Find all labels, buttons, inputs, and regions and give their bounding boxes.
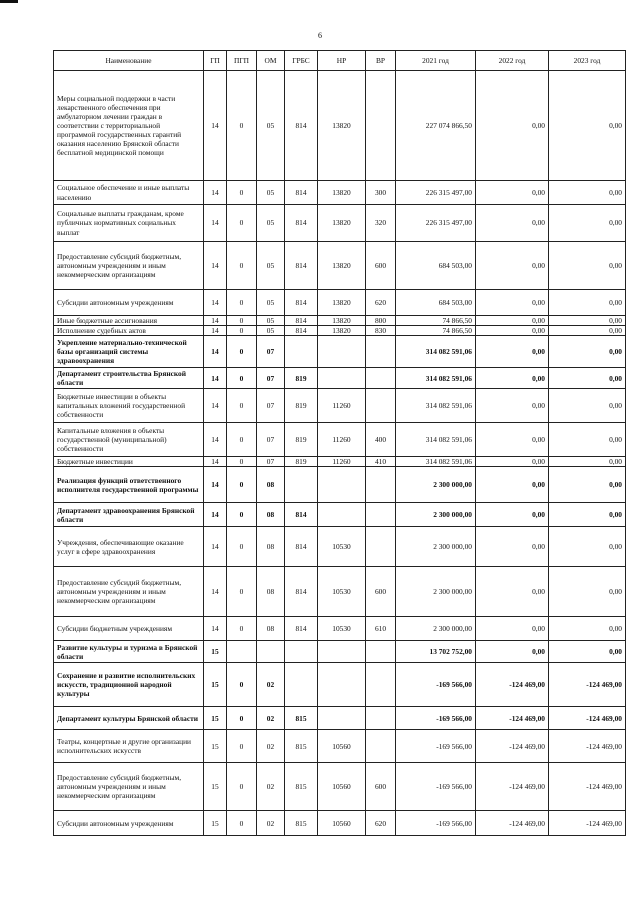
cell-y2023: 0,00 xyxy=(549,467,626,503)
cell-y2021: 226 315 497,00 xyxy=(396,205,476,242)
cell-y2021: 314 082 591,06 xyxy=(396,368,476,389)
cell-gp: 15 xyxy=(204,811,227,836)
cell-y2023: 0,00 xyxy=(549,316,626,326)
cell-vr xyxy=(366,527,396,567)
cell-vr: 600 xyxy=(366,567,396,617)
table-row xyxy=(54,71,626,181)
cell-pgp: 0 xyxy=(227,181,257,205)
cell-name: Бюджетные инвестиции xyxy=(54,457,204,467)
cell-om: 05 xyxy=(257,242,285,290)
cell-y2022: -124 469,00 xyxy=(476,707,549,730)
cell-y2023: 0,00 xyxy=(549,567,626,617)
cell-om: 02 xyxy=(257,763,285,811)
cell-y2022: 0,00 xyxy=(476,457,549,467)
cell-name: Субсидии бюджетным учреждениям xyxy=(54,617,204,641)
cell-name: Департамент здравоохранения Брянской области xyxy=(54,503,204,527)
cell-y2023: -124 469,00 xyxy=(549,730,626,763)
cell-y2021: 314 082 591,06 xyxy=(396,336,476,368)
cell-y2023: 0,00 xyxy=(549,423,626,457)
cell-y2022: 0,00 xyxy=(476,71,549,181)
cell-name: Социальные выплаты гражданам, кроме публичных нормативных социальных выплат xyxy=(54,205,204,242)
cell-y2022: 0,00 xyxy=(476,527,549,567)
cell-y2022: 0,00 xyxy=(476,290,549,316)
cell-om xyxy=(257,641,285,663)
cell-pgp: 0 xyxy=(227,503,257,527)
table-row xyxy=(54,663,626,707)
cell-om: 02 xyxy=(257,811,285,836)
cell-y2022: 0,00 xyxy=(476,641,549,663)
cell-vr: 410 xyxy=(366,457,396,467)
cell-y2021: 314 082 591,06 xyxy=(396,457,476,467)
cell-pgp: 0 xyxy=(227,730,257,763)
cell-grbs: 815 xyxy=(285,707,318,730)
header-2022: 2022 год xyxy=(476,51,549,71)
cell-om: 07 xyxy=(257,423,285,457)
cell-y2022: 0,00 xyxy=(476,326,549,336)
cell-grbs: 815 xyxy=(285,811,318,836)
cell-y2021: -169 566,00 xyxy=(396,707,476,730)
cell-nr: 13820 xyxy=(318,181,366,205)
cell-y2022: -124 469,00 xyxy=(476,763,549,811)
header-gp: ГП xyxy=(204,51,227,71)
cell-grbs: 814 xyxy=(285,527,318,567)
cell-y2021: 684 503,00 xyxy=(396,242,476,290)
cell-y2023: 0,00 xyxy=(549,617,626,641)
cell-y2022: -124 469,00 xyxy=(476,811,549,836)
cell-name: Департамент культуры Брянской области xyxy=(54,707,204,730)
cell-y2021: 74 866,50 xyxy=(396,316,476,326)
cell-gp: 14 xyxy=(204,423,227,457)
cell-grbs: 814 xyxy=(285,503,318,527)
cell-vr xyxy=(366,641,396,663)
cell-y2023: 0,00 xyxy=(549,336,626,368)
table-row xyxy=(54,617,626,641)
cell-y2022: 0,00 xyxy=(476,368,549,389)
cell-y2021: 2 300 000,00 xyxy=(396,617,476,641)
cell-grbs xyxy=(285,641,318,663)
cell-vr xyxy=(366,336,396,368)
table-row xyxy=(54,290,626,316)
cell-name: Иные бюджетные ассигнования xyxy=(54,316,204,326)
cell-gp: 14 xyxy=(204,467,227,503)
cell-pgp: 0 xyxy=(227,527,257,567)
cell-grbs: 814 xyxy=(285,290,318,316)
cell-om: 05 xyxy=(257,181,285,205)
table-row xyxy=(54,641,626,663)
cell-om: 08 xyxy=(257,467,285,503)
cell-y2021: 226 315 497,00 xyxy=(396,181,476,205)
cell-om: 08 xyxy=(257,617,285,641)
table-row xyxy=(54,316,626,326)
cell-nr: 11260 xyxy=(318,423,366,457)
cell-name: Театры, концертные и другие организации исполнительских искусств xyxy=(54,730,204,763)
cell-vr xyxy=(366,730,396,763)
cell-om: 08 xyxy=(257,567,285,617)
cell-grbs: 814 xyxy=(285,567,318,617)
cell-om: 07 xyxy=(257,457,285,467)
cell-nr: 11260 xyxy=(318,389,366,423)
header-2021: 2021 год xyxy=(396,51,476,71)
cell-nr xyxy=(318,707,366,730)
cell-om: 02 xyxy=(257,707,285,730)
cell-vr xyxy=(366,467,396,503)
cell-gp: 15 xyxy=(204,707,227,730)
cell-nr: 13820 xyxy=(318,316,366,326)
table-row xyxy=(54,336,626,368)
cell-y2021: 684 503,00 xyxy=(396,290,476,316)
cell-vr xyxy=(366,368,396,389)
header-pgp: ПГП xyxy=(227,51,257,71)
header-grbs: ГРБС xyxy=(285,51,318,71)
cell-grbs: 819 xyxy=(285,457,318,467)
cell-grbs: 814 xyxy=(285,242,318,290)
cell-y2023: 0,00 xyxy=(549,181,626,205)
cell-gp: 14 xyxy=(204,457,227,467)
cell-gp: 14 xyxy=(204,503,227,527)
cell-om: 02 xyxy=(257,730,285,763)
cell-nr xyxy=(318,336,366,368)
cell-gp: 15 xyxy=(204,730,227,763)
cell-pgp: 0 xyxy=(227,763,257,811)
cell-grbs: 814 xyxy=(285,316,318,326)
header-nr: НР xyxy=(318,51,366,71)
table-row xyxy=(54,707,626,730)
cell-y2022: 0,00 xyxy=(476,205,549,242)
cell-name: Учреждения, обеспечивающие оказание услуг в сфере здравоохранения xyxy=(54,527,204,567)
cell-y2023: 0,00 xyxy=(549,205,626,242)
header-2023: 2023 год xyxy=(549,51,626,71)
table-row xyxy=(54,368,626,389)
table-row xyxy=(54,811,626,836)
cell-nr: 10560 xyxy=(318,811,366,836)
cell-vr: 620 xyxy=(366,290,396,316)
cell-y2023: 0,00 xyxy=(549,641,626,663)
cell-grbs xyxy=(285,467,318,503)
cell-om: 05 xyxy=(257,316,285,326)
header-om: ОМ xyxy=(257,51,285,71)
cell-y2023: 0,00 xyxy=(549,290,626,316)
cell-y2021: 2 300 000,00 xyxy=(396,567,476,617)
cell-gp: 14 xyxy=(204,71,227,181)
cell-y2022: 0,00 xyxy=(476,181,549,205)
cell-y2022: 0,00 xyxy=(476,423,549,457)
cell-name: Бюджетные инвестиции в объекты капитальных вложений государственной собственности xyxy=(54,389,204,423)
cell-nr: 10560 xyxy=(318,763,366,811)
cell-pgp: 0 xyxy=(227,811,257,836)
cell-gp: 14 xyxy=(204,316,227,326)
cell-om: 08 xyxy=(257,503,285,527)
header-name: Наименование xyxy=(54,51,204,71)
cell-pgp: 0 xyxy=(227,663,257,707)
cell-om: 07 xyxy=(257,389,285,423)
cell-y2022: 0,00 xyxy=(476,242,549,290)
cell-gp: 14 xyxy=(204,567,227,617)
cell-grbs: 815 xyxy=(285,730,318,763)
cell-y2022: 0,00 xyxy=(476,467,549,503)
cell-name: Социальное обеспечение и иные выплаты населению xyxy=(54,181,204,205)
header-vr: ВР xyxy=(366,51,396,71)
cell-y2021: 2 300 000,00 xyxy=(396,503,476,527)
cell-y2022: -124 469,00 xyxy=(476,663,549,707)
cell-name: Субсидии автономным учреждениям xyxy=(54,811,204,836)
cell-y2022: 0,00 xyxy=(476,336,549,368)
cell-vr: 600 xyxy=(366,242,396,290)
cell-name: Исполнение судебных актов xyxy=(54,326,204,336)
cell-pgp: 0 xyxy=(227,567,257,617)
cell-om: 02 xyxy=(257,663,285,707)
cell-name: Департамент строительства Брянской области xyxy=(54,368,204,389)
cell-nr xyxy=(318,663,366,707)
table-row xyxy=(54,730,626,763)
cell-gp: 14 xyxy=(204,617,227,641)
cell-name: Предоставление субсидий бюджетным, автономным учреждениям и иным некоммерческим организациям xyxy=(54,763,204,811)
cell-nr: 10560 xyxy=(318,730,366,763)
cell-pgp: 0 xyxy=(227,707,257,730)
cell-pgp: 0 xyxy=(227,71,257,181)
cell-y2022: 0,00 xyxy=(476,503,549,527)
cell-name: Предоставление субсидий бюджетным, автономным учреждениям и иным некоммерческим организациям xyxy=(54,242,204,290)
cell-grbs xyxy=(285,663,318,707)
cell-gp: 14 xyxy=(204,242,227,290)
cell-gp: 14 xyxy=(204,181,227,205)
cell-vr xyxy=(366,503,396,527)
cell-y2023: 0,00 xyxy=(549,368,626,389)
cell-vr xyxy=(366,663,396,707)
cell-gp: 14 xyxy=(204,389,227,423)
cell-y2022: 0,00 xyxy=(476,389,549,423)
cell-vr: 320 xyxy=(366,205,396,242)
cell-y2021: -169 566,00 xyxy=(396,663,476,707)
table-row xyxy=(54,326,626,336)
cell-nr: 13820 xyxy=(318,205,366,242)
cell-pgp: 0 xyxy=(227,205,257,242)
cell-gp: 14 xyxy=(204,205,227,242)
table-row xyxy=(54,423,626,457)
page-number: 6 xyxy=(318,31,322,40)
cell-name: Капитальные вложения в объекты государственной (муниципальной) собственности xyxy=(54,423,204,457)
cell-pgp: 0 xyxy=(227,617,257,641)
cell-pgp: 0 xyxy=(227,389,257,423)
cell-y2023: -124 469,00 xyxy=(549,663,626,707)
cell-y2023: 0,00 xyxy=(549,71,626,181)
cell-y2021: 2 300 000,00 xyxy=(396,527,476,567)
scan-edge-mark xyxy=(0,0,18,3)
table-row xyxy=(54,527,626,567)
cell-vr: 600 xyxy=(366,763,396,811)
cell-pgp: 0 xyxy=(227,336,257,368)
cell-pgp: 0 xyxy=(227,326,257,336)
cell-grbs: 814 xyxy=(285,181,318,205)
budget-table xyxy=(53,50,626,836)
cell-gp: 15 xyxy=(204,641,227,663)
cell-gp: 14 xyxy=(204,326,227,336)
cell-nr xyxy=(318,467,366,503)
table-body xyxy=(54,71,626,836)
cell-name: Предоставление субсидий бюджетным, автономным учреждениям и иным некоммерческим организациям xyxy=(54,567,204,617)
table-row xyxy=(54,389,626,423)
cell-vr xyxy=(366,707,396,730)
table-row xyxy=(54,763,626,811)
cell-vr: 610 xyxy=(366,617,396,641)
table-row xyxy=(54,242,626,290)
cell-y2022: 0,00 xyxy=(476,316,549,326)
cell-y2021: 2 300 000,00 xyxy=(396,467,476,503)
cell-grbs: 819 xyxy=(285,368,318,389)
cell-pgp: 0 xyxy=(227,316,257,326)
cell-y2023: 0,00 xyxy=(549,389,626,423)
cell-vr: 400 xyxy=(366,423,396,457)
cell-y2023: 0,00 xyxy=(549,326,626,336)
table-row xyxy=(54,567,626,617)
cell-pgp: 0 xyxy=(227,290,257,316)
cell-nr: 13820 xyxy=(318,326,366,336)
cell-name: Субсидии автономным учреждениям xyxy=(54,290,204,316)
cell-y2021: -169 566,00 xyxy=(396,811,476,836)
cell-om: 05 xyxy=(257,205,285,242)
cell-name: Развитие культуры и туризма в Брянской области xyxy=(54,641,204,663)
cell-gp: 14 xyxy=(204,290,227,316)
cell-grbs: 814 xyxy=(285,205,318,242)
cell-grbs: 819 xyxy=(285,423,318,457)
cell-gp: 14 xyxy=(204,368,227,389)
cell-y2021: -169 566,00 xyxy=(396,730,476,763)
cell-name: Меры социальной поддержки в части лекарственного обеспечения при амбулаторном лечении граждан в соответствии с территориальной программой государственных гарантий оказания населению Брянской области бесплатной медицинской помощи xyxy=(54,71,204,181)
cell-y2022: 0,00 xyxy=(476,567,549,617)
cell-y2021: 314 082 591,06 xyxy=(396,389,476,423)
cell-name: Укрепление материально-технической базы организаций системы здравоохранения xyxy=(54,336,204,368)
cell-vr: 800 xyxy=(366,316,396,326)
cell-nr: 10530 xyxy=(318,567,366,617)
table-row xyxy=(54,503,626,527)
cell-om: 08 xyxy=(257,527,285,567)
cell-pgp: 0 xyxy=(227,368,257,389)
cell-vr xyxy=(366,71,396,181)
cell-gp: 14 xyxy=(204,527,227,567)
cell-y2023: 0,00 xyxy=(549,457,626,467)
cell-y2021: 227 074 866,50 xyxy=(396,71,476,181)
cell-om: 07 xyxy=(257,368,285,389)
table-row xyxy=(54,205,626,242)
cell-y2023: 0,00 xyxy=(549,527,626,567)
cell-grbs: 814 xyxy=(285,617,318,641)
cell-gp: 15 xyxy=(204,663,227,707)
cell-nr: 13820 xyxy=(318,242,366,290)
cell-pgp xyxy=(227,641,257,663)
cell-nr: 11260 xyxy=(318,457,366,467)
cell-y2023: 0,00 xyxy=(549,242,626,290)
cell-vr: 830 xyxy=(366,326,396,336)
table-row xyxy=(54,467,626,503)
cell-y2021: 314 082 591,06 xyxy=(396,423,476,457)
cell-y2021: 74 866,50 xyxy=(396,326,476,336)
cell-y2022: -124 469,00 xyxy=(476,730,549,763)
cell-grbs xyxy=(285,336,318,368)
cell-y2021: -169 566,00 xyxy=(396,763,476,811)
table-header-row xyxy=(54,51,626,71)
cell-om: 05 xyxy=(257,290,285,316)
cell-vr xyxy=(366,389,396,423)
cell-vr: 300 xyxy=(366,181,396,205)
cell-name: Сохранение и развитие исполнительских искусств, традиционной народной культуры xyxy=(54,663,204,707)
table-row xyxy=(54,457,626,467)
cell-nr xyxy=(318,503,366,527)
cell-y2023: -124 469,00 xyxy=(549,763,626,811)
cell-nr xyxy=(318,368,366,389)
cell-grbs: 819 xyxy=(285,389,318,423)
cell-grbs: 814 xyxy=(285,71,318,181)
cell-gp: 14 xyxy=(204,336,227,368)
cell-y2023: -124 469,00 xyxy=(549,811,626,836)
cell-nr: 13820 xyxy=(318,71,366,181)
cell-y2023: 0,00 xyxy=(549,503,626,527)
cell-name: Реализация функций ответственного исполнителя государственной программы xyxy=(54,467,204,503)
cell-nr: 10530 xyxy=(318,617,366,641)
cell-om: 05 xyxy=(257,71,285,181)
cell-grbs: 814 xyxy=(285,326,318,336)
cell-pgp: 0 xyxy=(227,242,257,290)
cell-y2022: 0,00 xyxy=(476,617,549,641)
cell-pgp: 0 xyxy=(227,467,257,503)
table-row xyxy=(54,181,626,205)
cell-om: 05 xyxy=(257,326,285,336)
cell-y2023: -124 469,00 xyxy=(549,707,626,730)
cell-nr: 10530 xyxy=(318,527,366,567)
cell-pgp: 0 xyxy=(227,457,257,467)
cell-gp: 15 xyxy=(204,763,227,811)
cell-nr xyxy=(318,641,366,663)
cell-vr: 620 xyxy=(366,811,396,836)
cell-grbs: 815 xyxy=(285,763,318,811)
cell-nr: 13820 xyxy=(318,290,366,316)
cell-y2021: 13 702 752,00 xyxy=(396,641,476,663)
cell-pgp: 0 xyxy=(227,423,257,457)
cell-om: 07 xyxy=(257,336,285,368)
